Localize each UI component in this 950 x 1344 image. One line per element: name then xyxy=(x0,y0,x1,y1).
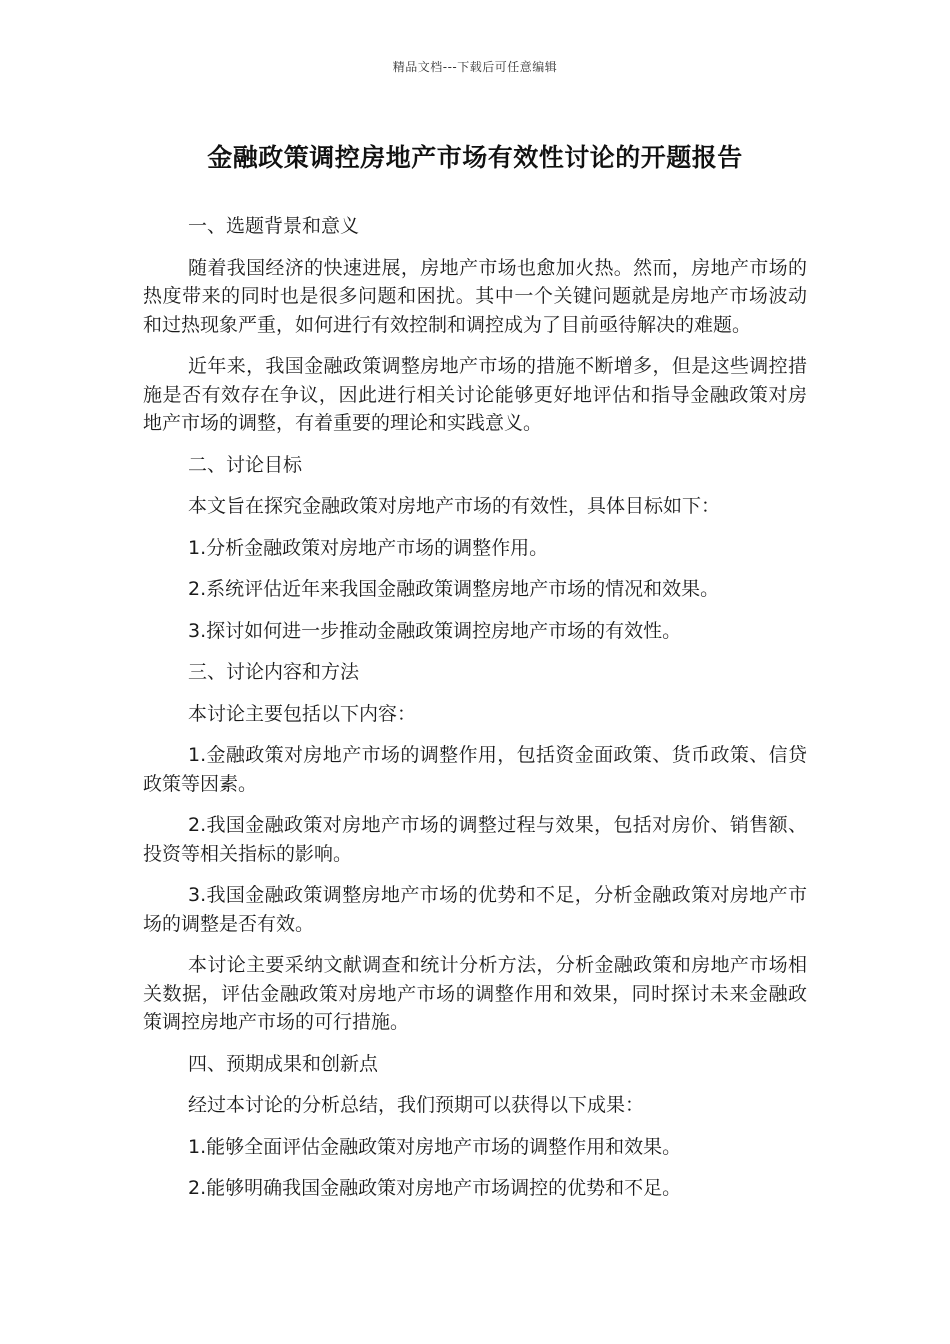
paragraph: 本讨论主要采纳文献调查和统计分析方法，分析金融政策和房地产市场相关数据，评估金融政策对房地产市场的调整作用和效果，同时探讨未来金融政策调控房地产市场的可行措施。 xyxy=(143,954,807,1033)
list-item: 1.分析金融政策对房地产市场的调整作用。 xyxy=(188,536,549,559)
paragraph: 本讨论主要包括以下内容： xyxy=(188,702,417,725)
list-item: 1.能够全面评估金融政策对房地产市场的调整作用和效果。 xyxy=(188,1135,682,1158)
section-heading-outcomes: 四、预期成果和创新点 xyxy=(188,1052,379,1075)
list-item: 3.探讨如何进一步推动金融政策调控房地产市场的有效性。 xyxy=(188,619,682,642)
paragraph: 近年来，我国金融政策调整房地产市场的措施不断增多，但是这些调控措施是否有效存在争议，因此进行相关讨论能够更好地评估和指导金融政策对房地产市场的调整，有着重要的理论和实践意义。 xyxy=(143,355,807,434)
list-item: 2.能够明确我国金融政策对房地产市场调控的优势和不足。 xyxy=(188,1177,682,1199)
list-item: 2.系统评估近年来我国金融政策调整房地产市场的情况和效果。 xyxy=(188,578,720,600)
paragraph: 随着我国经济的快速进展，房地产市场也愈加火热。然而，房地产市场的热度带来的同时也是很多问题和困扰。其中一个关键问题就是房地产市场波动和过热现象严重，如何进行有效控制和调控成为了目前亟待解决的难题。 xyxy=(143,256,807,336)
section-heading-background: 一、选题背景和意义 xyxy=(188,215,360,237)
paragraph: 经过本讨论的分析总结，我们预期可以获得以下成果： xyxy=(188,1094,645,1116)
list-item: 2.我国金融政策对房地产市场的调整过程与效果，包括对房价、销售额、投资等相关指标的影响。 xyxy=(143,814,807,865)
list-item: 3.我国金融政策调整房地产市场的优势和不足，分析金融政策对房地产市场的调整是否有效。 xyxy=(143,884,807,935)
document-body xyxy=(143,212,807,1216)
paragraph: 本文旨在探究金融政策对房地产市场的有效性，具体目标如下： xyxy=(188,495,721,517)
list-item: 1.金融政策对房地产市场的调整作用，包括资金面政策、货币政策、信贷政策等因素。 xyxy=(143,744,807,795)
section-heading-content-methods: 三、讨论内容和方法 xyxy=(188,661,360,683)
document-title: 金融政策调控房地产市场有效性讨论的开题报告 xyxy=(207,143,743,172)
header-note: 精品文档---下载后可任意编辑 xyxy=(392,60,558,74)
section-heading-goals: 二、讨论目标 xyxy=(188,453,303,476)
